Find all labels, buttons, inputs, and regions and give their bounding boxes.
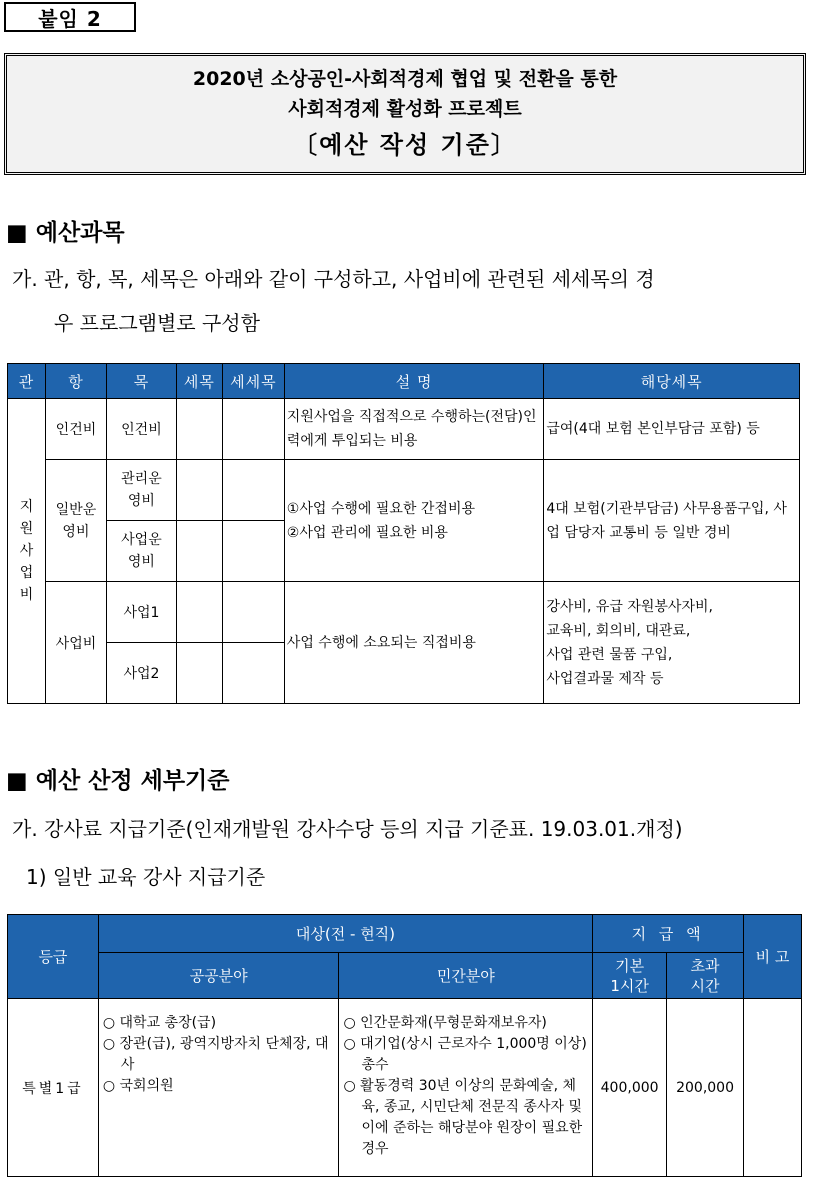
section-heading-budget-criteria: ■ 예산 산정 세부기준 [6,768,230,794]
note-cell [744,999,802,1177]
attachment-label: 붙임 2 [4,2,136,32]
header-cell: 세세목 [222,364,284,399]
title-line-2: 사회적경제 활성화 프로젝트 [288,98,522,120]
items-cell: 급여(4대 보험 본인부담금 포함) 등 [544,399,800,460]
table-header-row [8,953,802,999]
semok-cell [176,582,222,643]
header-cell: 목 [106,364,176,399]
header-cell: 설 명 [284,364,544,399]
header-cell: 해당세목 [544,364,800,399]
gwan-cell [8,399,46,704]
desc-line: ②사업 관리에 필요한 비용 [286,524,448,541]
header-cell: 관 [8,364,46,399]
table-header-row [8,915,802,953]
list-item: ○ 대기업(상시 근로자수 1,000명 이상) 총수 [343,1036,587,1073]
sesemok-cell [222,399,284,460]
header-private: 민간분야 [339,953,593,999]
items-line: 사업결과물 제작 등 [546,670,664,687]
header-target: 대상(전 - 현직) [98,915,592,953]
public-cell [98,999,339,1177]
list-item: ○ 대학교 총장(급) [102,1015,217,1031]
title-box [4,53,806,175]
semok-cell [176,460,222,521]
table-header-row [8,364,800,399]
table-row [8,999,802,1177]
extra-pay-cell: 200,000 [667,999,744,1177]
mok-cell [106,521,176,582]
header-cell: 항 [45,364,106,399]
table-row [8,399,800,460]
items-line: 강사비, 유급 자원봉사자비, [546,598,713,615]
title-line-1: 2020년 소상공인-사회적경제 협업 및 전환을 통한 [192,68,618,90]
items-line: 사업 관련 물품 구입, [546,646,673,663]
base-pay-cell: 400,000 [593,999,667,1177]
mok-cell: 사업1 [106,582,176,643]
header-extra-text: 초과 시간 [690,956,720,995]
desc-line: ①사업 수행에 필요한 간접비용 [286,500,475,517]
desc-cell [284,460,544,582]
lecturer-fee-table [7,914,802,1177]
table-row [8,582,800,643]
mok-cell: 사업2 [106,643,176,704]
header-grade: 등급 [8,915,99,999]
mok-text: 사업운영비 [121,532,162,570]
mok-cell: 인건비 [106,399,176,460]
sesemok-cell [222,643,284,704]
sesemok-cell [222,460,284,521]
section2-paragraph: 가. 강사료 지급기준(인재개발원 강사수당 등의 지급 기준표. 19.03.01.개정) [12,817,683,841]
hang-cell [45,460,106,582]
header-note: 비 고 [744,915,802,999]
private-cell [339,999,593,1177]
table-row [8,460,800,521]
budget-items-table [7,363,800,704]
hang-cell: 사업비 [45,582,106,704]
semok-cell [176,521,222,582]
section-heading-budget-items: ■ 예산과목 [6,220,125,246]
header-public: 공공분야 [98,953,339,999]
mok-cell [106,460,176,521]
list-item: ○ 국회의원 [102,1078,174,1094]
header-cell: 세목 [176,364,222,399]
gwan-text: 지원사업비 [19,499,34,603]
semok-cell [176,643,222,704]
desc-cell: 사업 수행에 소요되는 직접비용 [284,582,544,704]
mok-text: 관리운영비 [121,471,162,509]
header-extra [667,953,744,999]
items-cell: 4대 보험(기관부담금) 사무용품구입, 사업 담당자 교통비 등 일반 경비 [544,460,800,582]
semok-cell [176,399,222,460]
items-cell [544,582,800,704]
hang-text: 일반운영비 [55,501,97,540]
list-item: ○ 활동경력 30년 이상의 문화예술, 체육, 종교, 시민단체 전문직 종사자 및 이에 준하는 해당분야 원장이 필요한 경우 [343,1078,583,1157]
section1-paragraph-line2: 우 프로그램별로 구성함 [54,311,260,335]
section1-paragraph-line1: 가. 관, 항, 목, 세목은 아래와 같이 구성하고, 사업비에 관련된 세세목의 경 [12,267,655,291]
header-base-text: 기본 1시간 [610,956,649,995]
section2-subheading: 1) 일반 교육 강사 지급기준 [26,865,266,889]
items-line: 교육비, 회의비, 대관료, [546,622,691,639]
hang-cell: 인건비 [45,399,106,460]
header-pay: 지 급 액 [593,915,744,953]
desc-cell: 지원사업을 직접적으로 수행하는(전담)인력에게 투입되는 비용 [284,399,544,460]
sesemok-cell [222,582,284,643]
title-line-3: 〔예산 작성 기준〕 [293,131,517,159]
grade-cell: 특별1급 [8,999,99,1177]
header-base [593,953,667,999]
list-item: ○ 장관(급), 광역지방자치 단체장, 대사 [102,1036,329,1073]
sesemok-cell [222,521,284,582]
list-item: ○ 인간문화재(무형문화재보유자) [343,1015,547,1031]
